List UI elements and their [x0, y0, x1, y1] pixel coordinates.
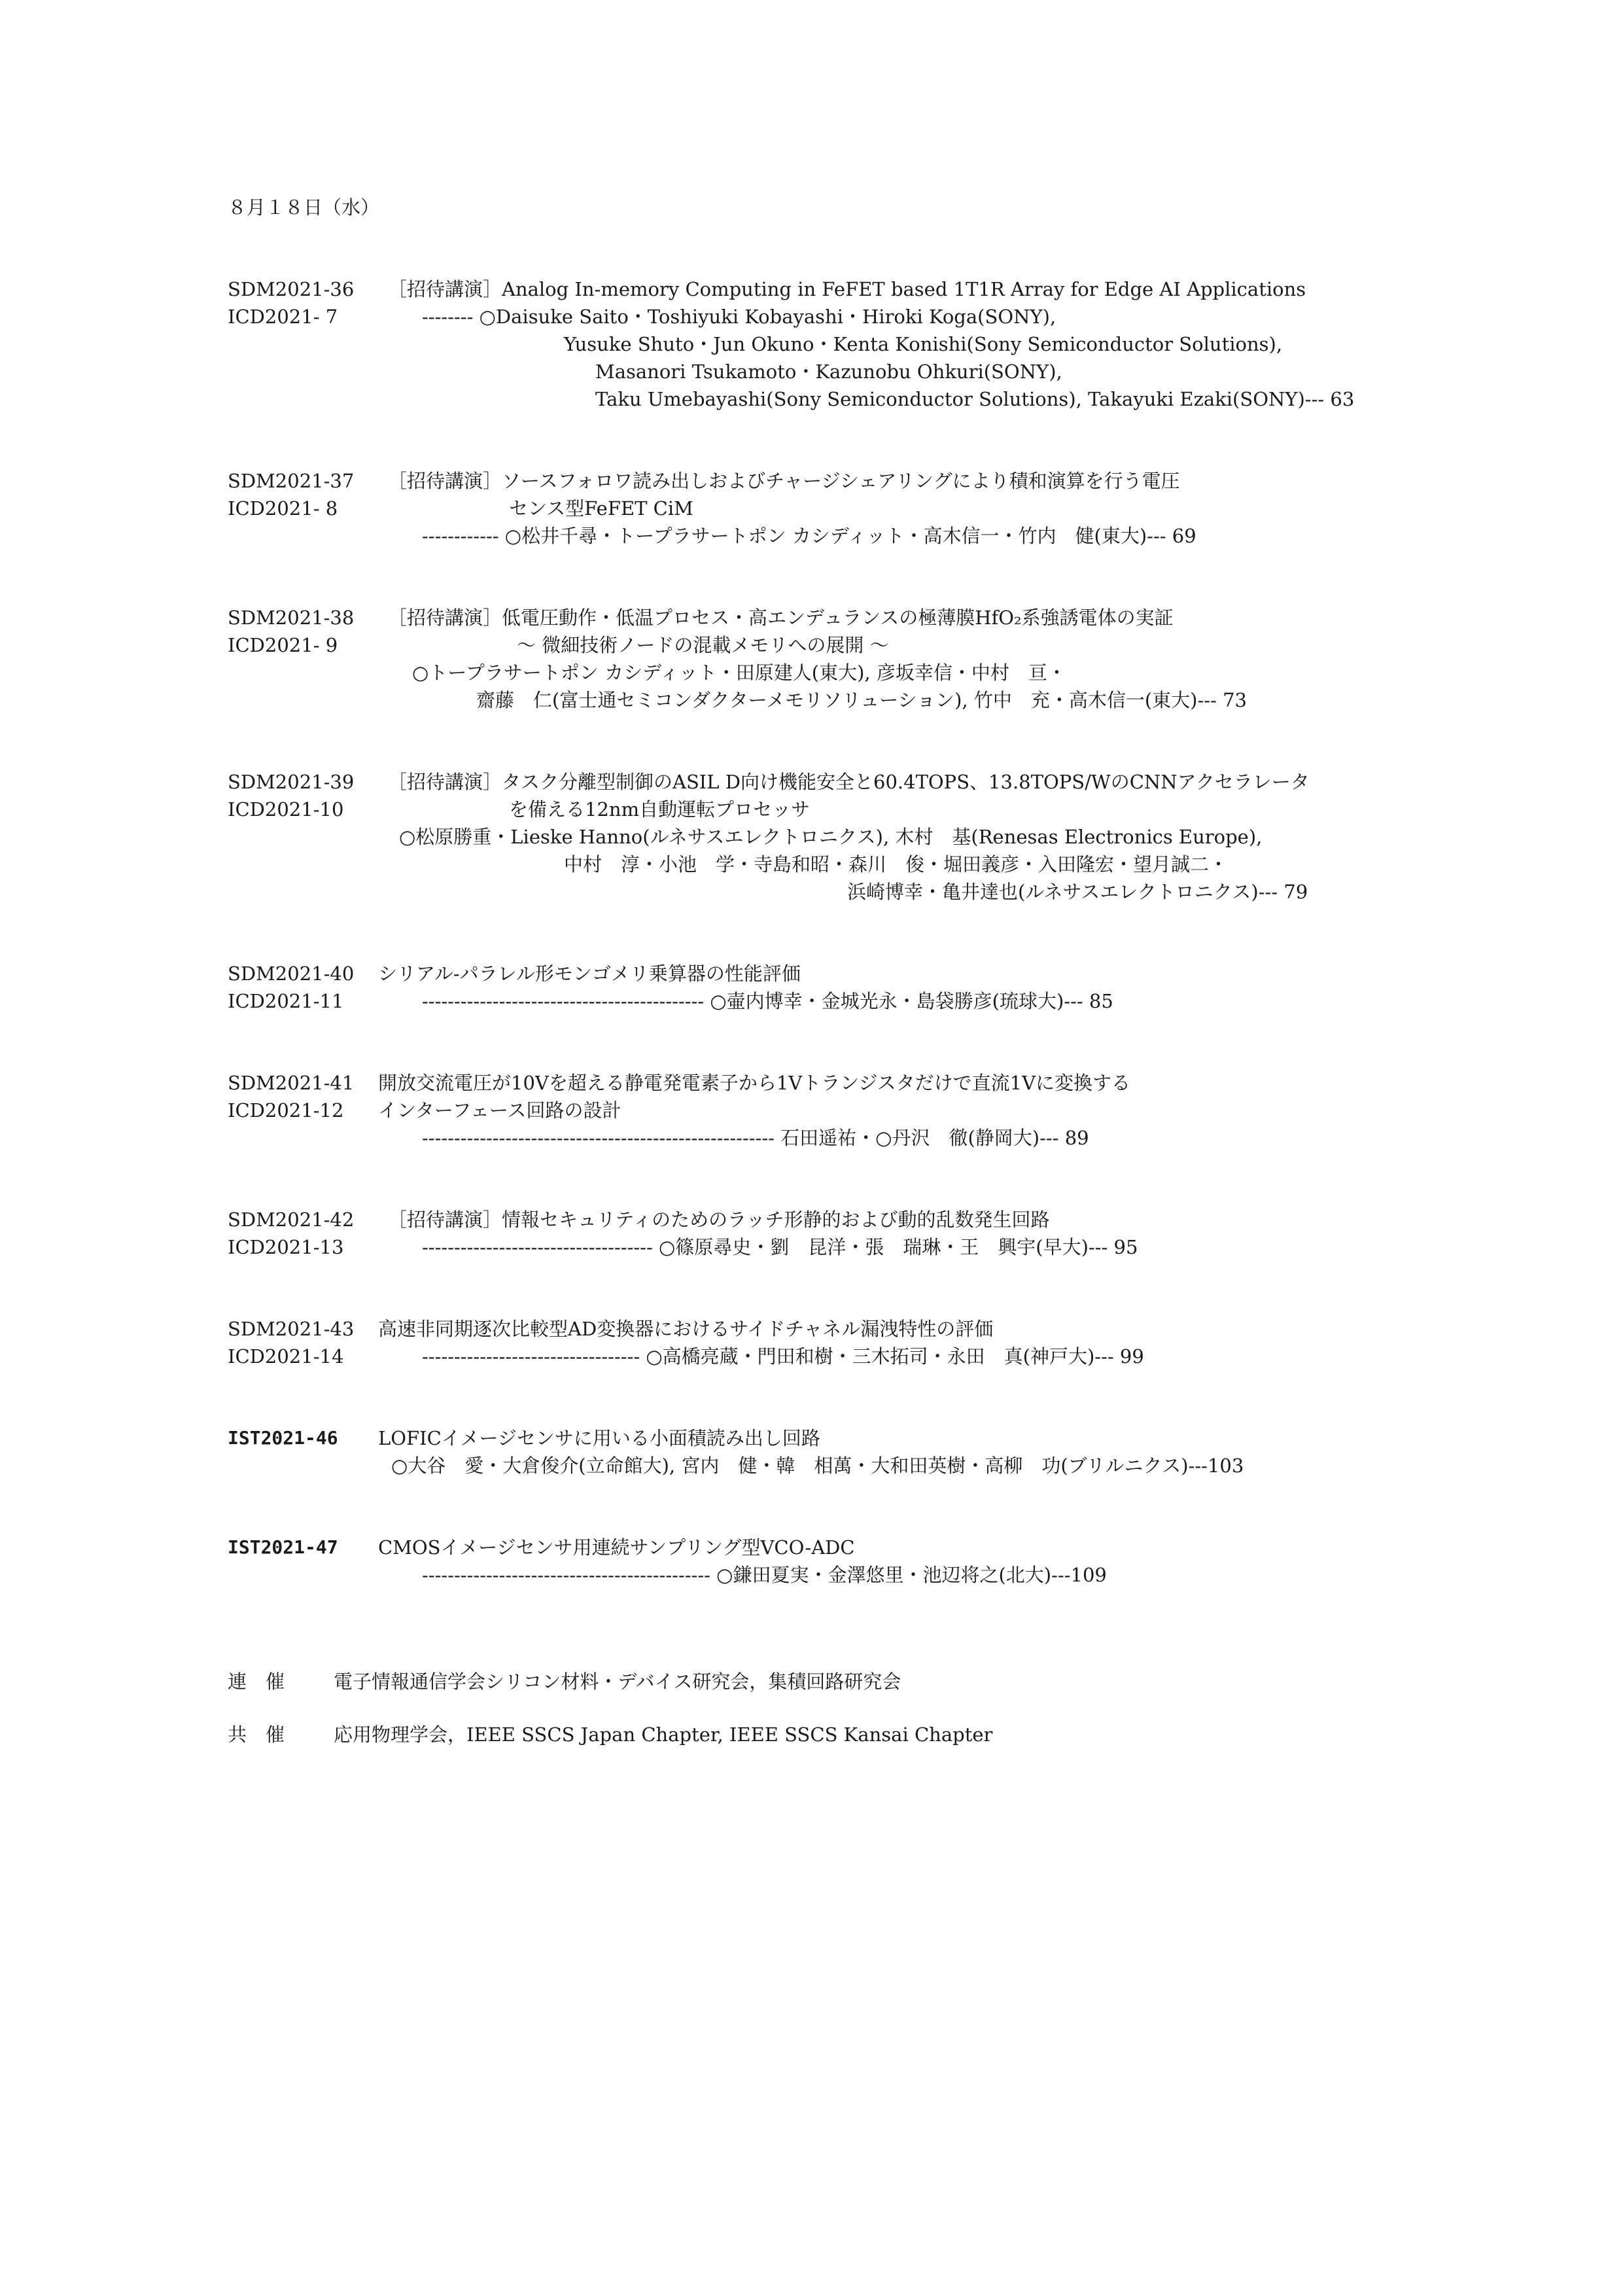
sdm-id: SDM2021-41	[228, 1072, 355, 1094]
author-line: Yusuke Shuto・Jun Okuno・Kenta Konishi(Sony Semiconductor Solutions),	[564, 333, 1283, 355]
author-line: 浜崎博幸・亀井達也(ルネサスエレクトロニクス)--- 79	[847, 881, 1308, 903]
author-line: ---------------------------------- ○高橋亮蔵・門田和樹・三木拓司・永田 真(神戸大)--- 99	[422, 1345, 1144, 1368]
sdm-id: SDM2021-42	[228, 1209, 355, 1231]
sdm-id: SDM2021-43	[228, 1318, 355, 1340]
paper-title: ［招待講演］タスク分離型制御のASIL D向け機能安全と60.4TOPS、13.8TOPS/WのCNNアクセラレータ	[388, 771, 1310, 793]
icd-id: ICD2021- 8	[228, 497, 338, 520]
sdm-id: SDM2021-37	[228, 470, 355, 492]
paper-title-cont: を備える12nm自動運転プロセッサ	[509, 798, 811, 821]
sdm-id: SDM2021-36	[228, 278, 355, 300]
author-line: 中村 淳・小池 学・寺島和昭・森川 俊・堀田義彦・入田隆宏・望月誠二・	[564, 853, 1229, 875]
sdm-id: SDM2021-40	[228, 963, 355, 985]
paper-subtitle: ～ 微細技術ノードの混載メモリへの展開 ～	[517, 634, 889, 656]
icd-id: ICD2021-10	[228, 798, 344, 821]
co-sponsor-text: 応用物理学会，IEEE SSCS Japan Chapter, IEEE SSCS Kansai Chapter	[334, 1723, 993, 1746]
author-line: ------------------------------------ ○篠原尋史・劉 昆洋・張 瑞琳・王 興宇(早大)--- 95	[422, 1236, 1138, 1258]
icd-id: ICD2021- 9	[228, 634, 338, 656]
author-line: Taku Umebayashi(Sony Semiconductor Solutions), Takayuki Ezaki(SONY)--- 63	[595, 388, 1355, 410]
author-line: ○トープラサートポン カシディット・田原建人(東大), 彦坂幸信・中村 亘・	[412, 662, 1066, 684]
ist-id: IST2021-46	[228, 1427, 338, 1449]
author-line: -------------------------------------------- ○壷内博幸・金城光永・島袋勝彦(琉球大)--- 85	[422, 990, 1113, 1012]
date-heading: ８月１８日（水）	[228, 196, 380, 219]
paper-title: 高速非同期逐次比較型AD変換器におけるサイドチャネル漏洩特性の評価	[378, 1318, 994, 1340]
sdm-id: SDM2021-38	[228, 607, 355, 629]
author-line: ○大谷 愛・大倉俊介(立命館大), 宮内 健・韓 相萬・大和田英樹・高柳 功(ブリルニクス)---103	[391, 1455, 1244, 1477]
paper-title: 開放交流電圧が10Vを超える静電発電素子から1Vトランジスタだけで直流1Vに変換する	[378, 1072, 1131, 1094]
author-line: Masanori Tsukamoto・Kazunobu Ohkuri(SONY),	[595, 361, 1062, 383]
paper-title: ［招待講演］Analog In-memory Computing in FeFET based 1T1R Array for Edge AI Applications	[388, 278, 1306, 300]
icd-id: ICD2021-13	[228, 1236, 344, 1258]
author-line: ------------------------------------------------------- 石田遥祐・○丹沢 徹(静岡大)--- 89	[422, 1127, 1089, 1149]
paper-title: ［招待講演］低電圧動作・低温プロセス・高エンデュランスの極薄膜HfO₂系強誘電体の実証	[388, 607, 1174, 629]
paper-title-cont: インターフェース回路の設計	[378, 1099, 621, 1122]
paper-title-cont: センス型FeFET CiM	[509, 497, 693, 520]
paper-title: CMOSイメージセンサ用連続サンプリング型VCO-ADC	[378, 1536, 855, 1559]
co-sponsor-label: 共 催	[228, 1723, 285, 1746]
author-line: -------- ○Daisuke Saito・Toshiyuki Kobayashi・Hiroki Koga(SONY),	[422, 306, 1056, 328]
paper-title: シリアル-パラレル形モンゴメリ乗算器の性能評価	[378, 963, 801, 985]
author-line: 齋藤 仁(富士通セミコンダクターメモリソリューション), 竹中 充・高木信一(東大)--- 73	[476, 689, 1247, 711]
author-line: --------------------------------------------- ○鎌田夏実・金澤悠里・池辺将之(北大)---109	[422, 1564, 1107, 1586]
co-organizer-text: 電子情報通信学会シリコン材料・デバイス研究会，集積回路研究会	[334, 1670, 901, 1693]
icd-id: ICD2021-12	[228, 1099, 344, 1122]
ist-id: IST2021-47	[228, 1536, 338, 1558]
icd-id: ICD2021- 7	[228, 306, 338, 328]
paper-title: ［招待講演］ソースフォロワ読み出しおよびチャージシェアリングにより積和演算を行う電圧	[388, 470, 1180, 492]
paper-title: LOFICイメージセンサに用いる小面積読み出し回路	[378, 1427, 820, 1449]
paper-title: ［招待講演］情報セキュリティのためのラッチ形静的および動的乱数発生回路	[388, 1209, 1050, 1231]
icd-id: ICD2021-14	[228, 1345, 344, 1368]
icd-id: ICD2021-11	[228, 990, 344, 1012]
sdm-id: SDM2021-39	[228, 771, 355, 793]
author-line: ------------ ○松井千尋・トープラサートポン カシディット・高木信一・竹内 健(東大)--- 69	[422, 525, 1196, 547]
author-line: ○松原勝重・Lieske Hanno(ルネサスエレクトロニクス), 木村 基(Renesas Electronics Europe),	[399, 826, 1263, 848]
co-organizer-label: 連 催	[228, 1670, 285, 1693]
